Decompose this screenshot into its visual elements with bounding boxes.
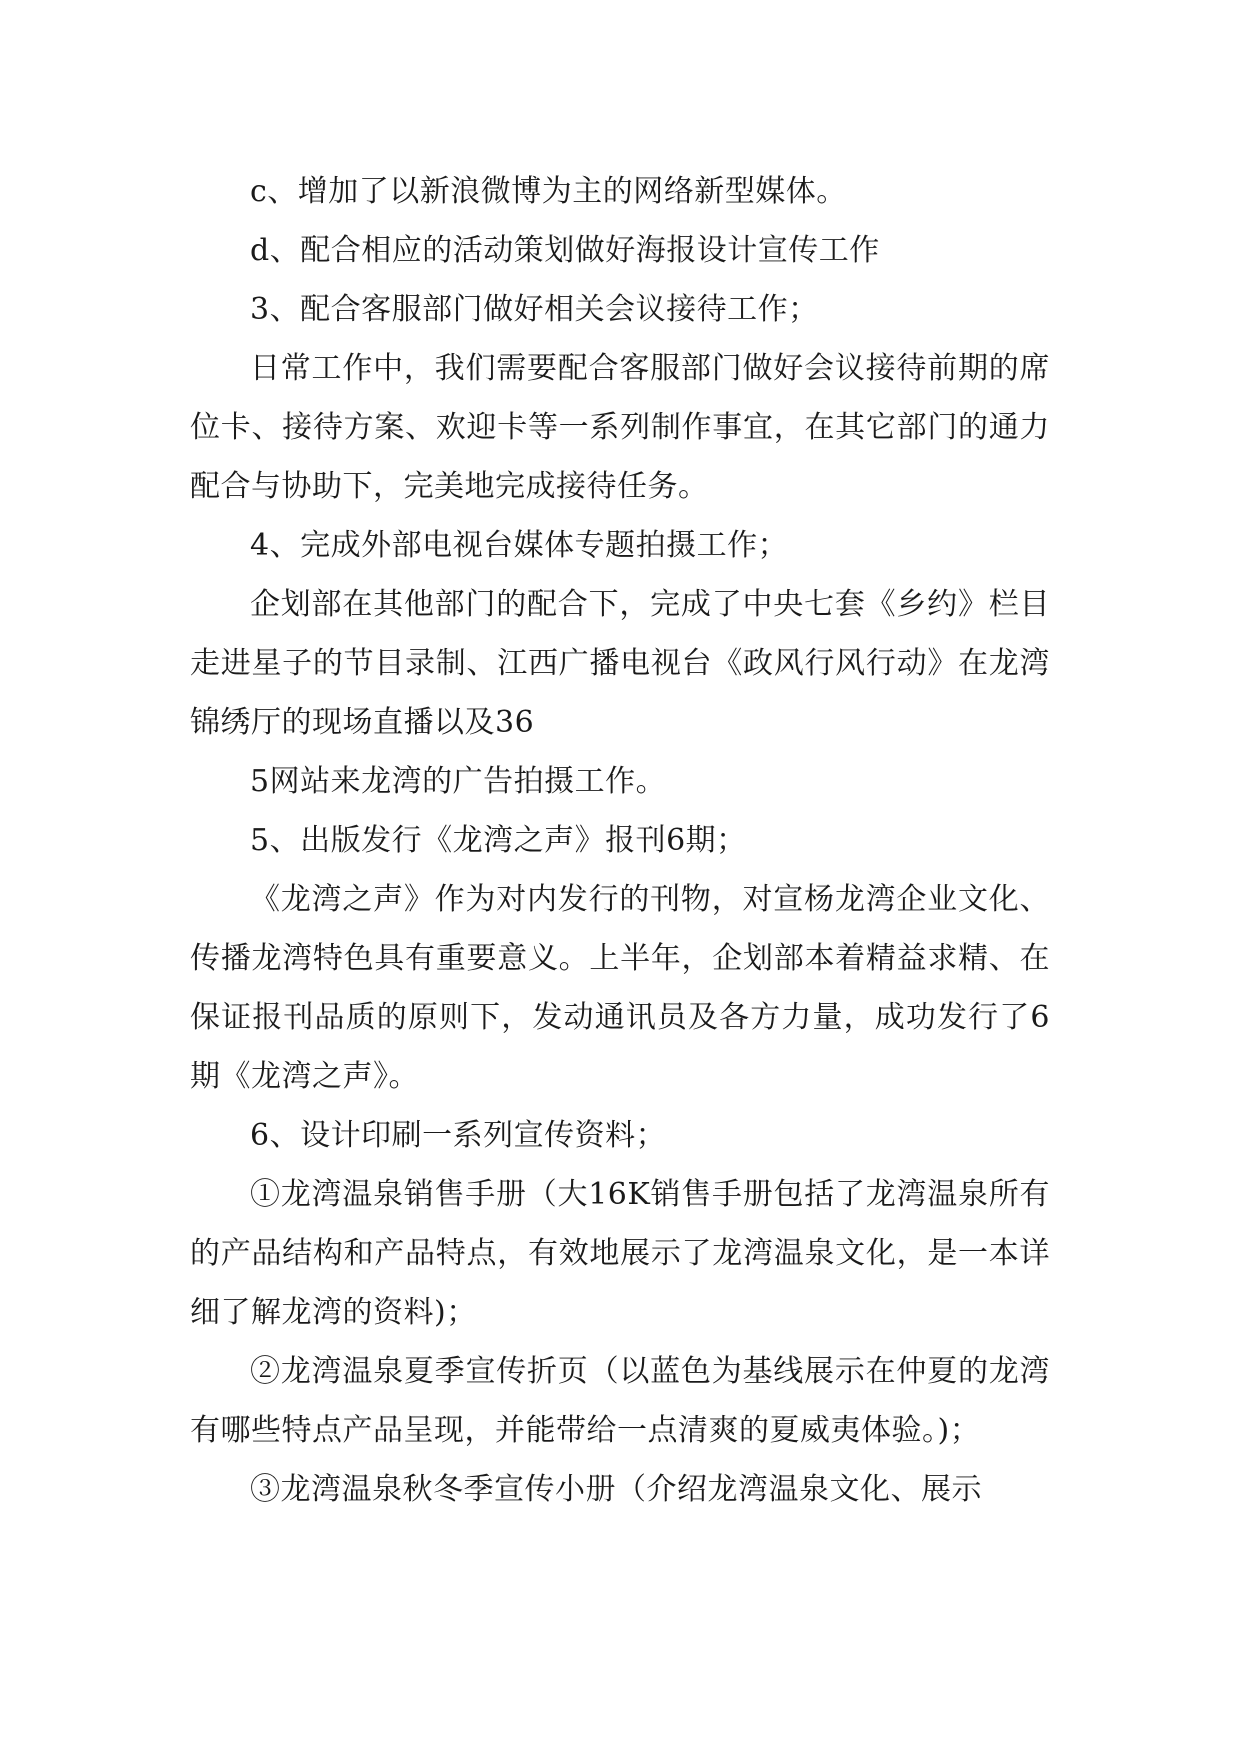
heading-item-4: 4、完成外部电视台媒体专题拍摄工作；	[250, 528, 789, 563]
paragraph-d: d、配合相应的活动策划做好海报设计宣传工作	[250, 233, 880, 268]
heading-item-3: 3、配合客服部门做好相关会议接待工作；	[250, 292, 819, 327]
paragraph-tv-filming: 企划部在其他部门的配合下，完成了中央七套《乡约》栏目走进星子的节目录制、江西广播电视台《政风行风行动》在龙湾锦绣厅的现场直播以及36	[190, 587, 1050, 740]
list-item-summer-brochure: ②龙湾温泉夏季宣传折页（以蓝色为基线展示在仲夏的龙湾有哪些特点产品呈现，并能带给一点清爽的夏威夷体验。)；	[190, 1354, 1050, 1448]
heading-item-6: 6、设计印刷一系列宣传资料；	[250, 1118, 667, 1153]
document-body	[190, 162, 1050, 1519]
paragraph-c: c、增加了以新浪微博为主的网络新型媒体。	[250, 174, 847, 209]
paragraph-reception: 日常工作中，我们需要配合客服部门做好会议接待前期的席位卡、接待方案、欢迎卡等一系列制作事宜，在其它部门的通力配合与协助下，完美地完成接待任务。	[190, 351, 1050, 504]
list-item-sales-manual: ①龙湾温泉销售手册（大16K销售手册包括了龙湾温泉所有的产品结构和产品特点，有效地展示了龙湾温泉文化，是一本详细了解龙湾的资料)；	[190, 1177, 1050, 1330]
heading-item-5: 5、出版发行《龙湾之声》报刊6期；	[250, 823, 747, 858]
list-item-autumn-booklet: ③龙湾温泉秋冬季宣传小册（介绍龙湾温泉文化、展示	[250, 1472, 982, 1507]
paragraph-newsletter: 《龙湾之声》作为对内发行的刊物，对宣杨龙湾企业文化、传播龙湾特色具有重要意义。上半年，企划部本着精益求精、在保证报刊品质的原则下，发动通讯员及各方力量，成功发行了6期《龙湾之声》。	[190, 882, 1050, 1094]
paragraph-website-ad: 5网站来龙湾的广告拍摄工作。	[250, 764, 667, 799]
